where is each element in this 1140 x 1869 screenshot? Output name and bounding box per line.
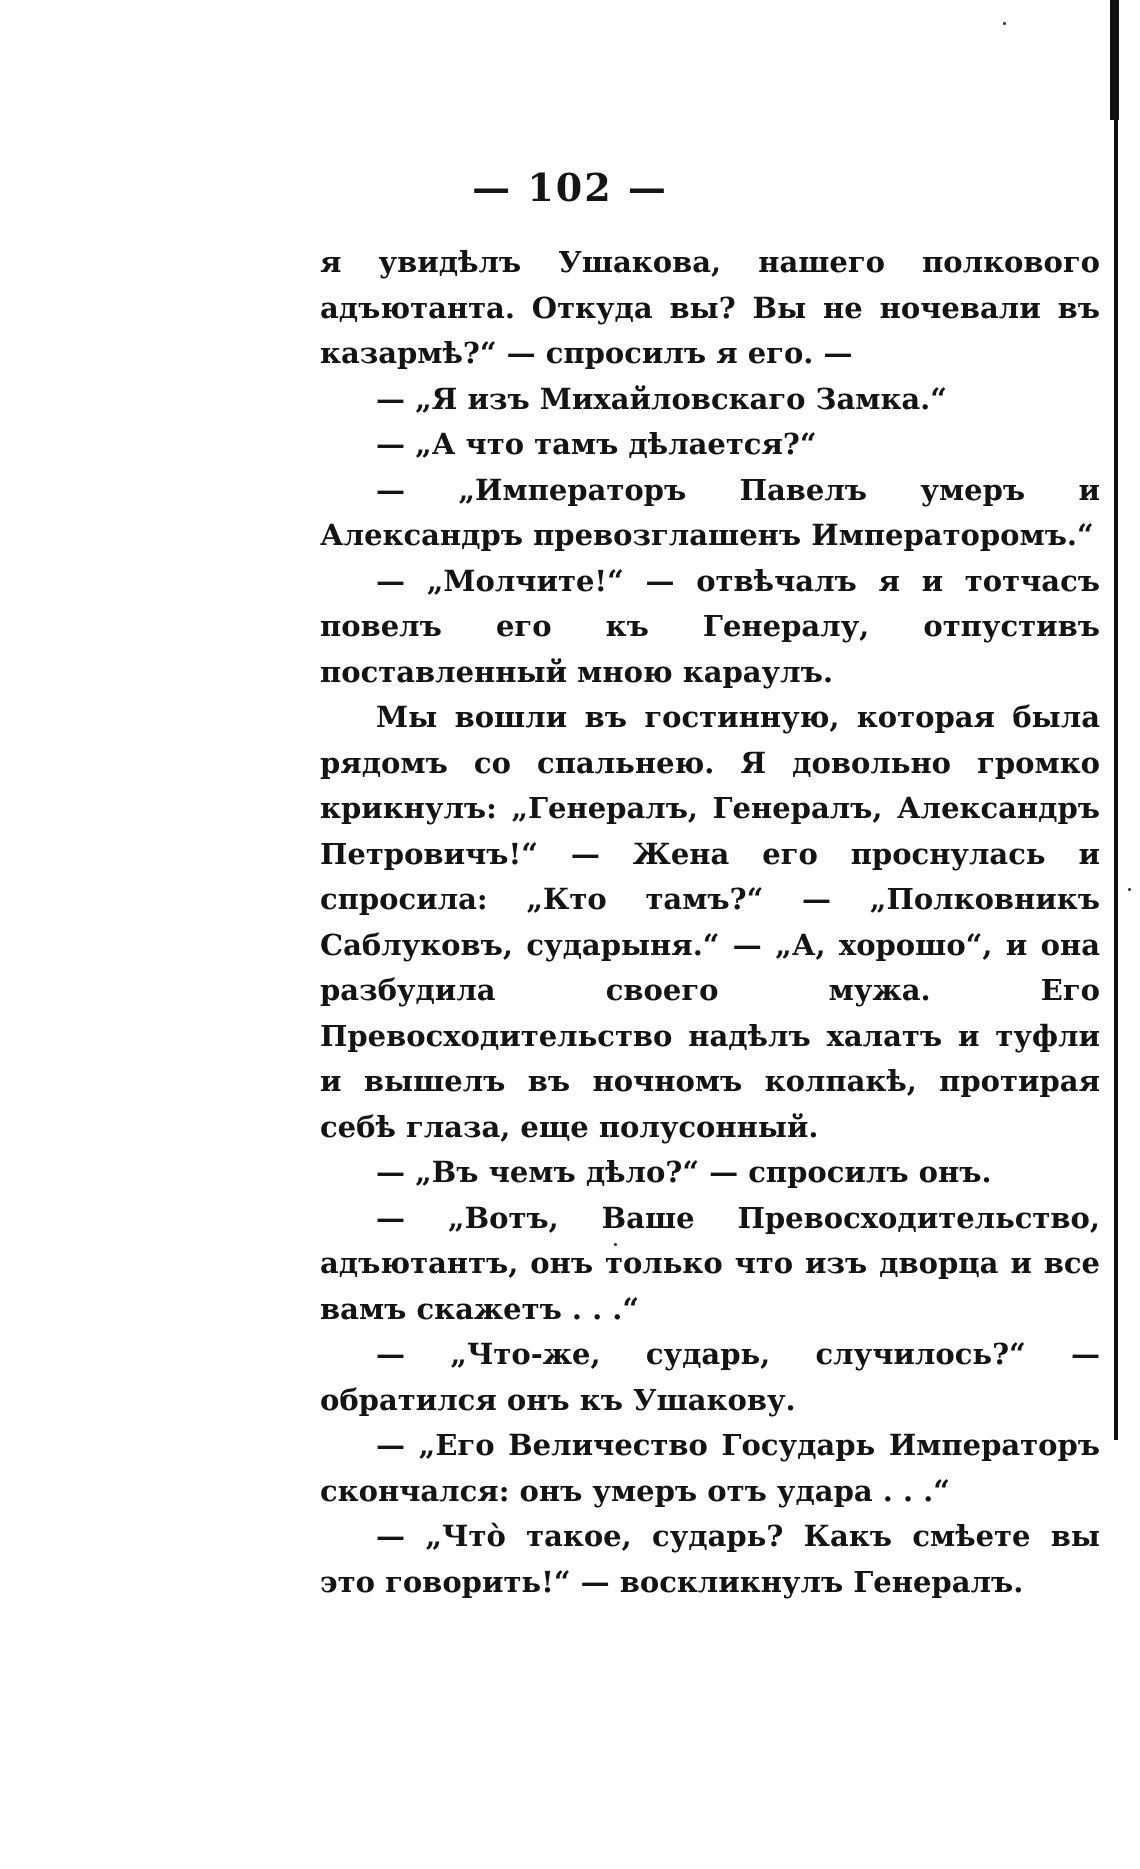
speck <box>1003 22 1006 25</box>
paragraph: — „А что тамъ дѣлается?“ <box>376 427 817 461</box>
paragraph: — „Молчите!“ — отвѣчалъ я и тотчасъ повелъ его къ Генералу, отпустивъ поставленный мною караулъ. <box>320 563 1100 689</box>
page-number: — 102 — <box>472 165 668 210</box>
paragraph: — „Вотъ, Ваше Превосходительство, адъютантъ, онъ только что изъ дворца и все вамъ скажетъ . . .“ <box>320 1200 1100 1326</box>
paragraph: — „Чтò такое, сударь? Какъ смѣете вы это говорить!“ — воскликнулъ Генералъ. <box>320 1519 1100 1599</box>
paragraph: — „Въ чемъ дѣло?“ — спросилъ онъ. <box>376 1155 992 1189</box>
speck <box>1128 888 1131 891</box>
paragraph: я увидѣлъ Ушакова, нашего полкового адъютанта. Откуда вы? Вы не ночевали въ казармѣ?“ — спросилъ я его. — <box>320 245 1100 370</box>
paragraph: — „Я изъ Михайловскаго Замка.“ <box>376 381 947 416</box>
paragraph: Мы вошли въ гостинную, которая была рядомъ со спальнею. Я довольно громко крикнулъ: „Генералъ, Генералъ, Александръ Петровичъ!“ — Жена его проснулась и спросила: „Кто тамъ?“ — „Полковникъ Саблуковъ, сударыня.“ — „А, хорошо“, и она разбудила своего мужа. Его Превосходительство надѣлъ халатъ и туфли и вышелъ въ ночномъ колпакѣ, протирая себѣ глаза, еще полусонный. <box>320 700 1100 1144</box>
body-text <box>320 240 1100 1605</box>
paragraph: — „Императоръ Павелъ умеръ и Александръ превозглашенъ Императоромъ.“ <box>320 472 1100 552</box>
paragraph: — „Что-же, сударь, случилось?“ — обратился онъ къ Ушакову. <box>320 1337 1100 1417</box>
paragraph: — „Его Величество Государь Императоръ скончался: онъ умеръ отъ удара . . .“ <box>320 1428 1100 1508</box>
page-edge-shadow <box>1114 0 1118 1440</box>
